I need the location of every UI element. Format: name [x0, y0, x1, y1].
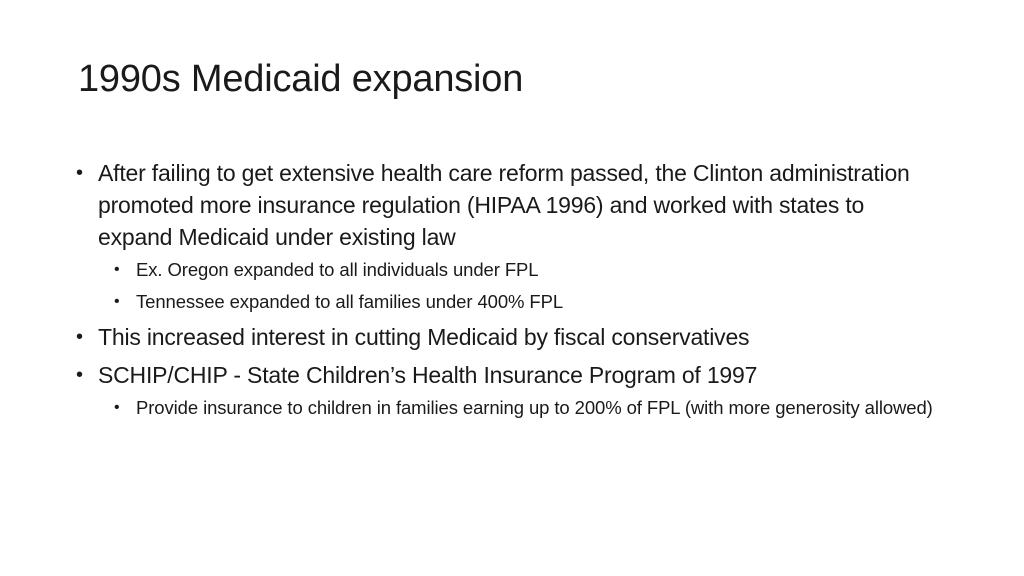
bullet-dot-icon: •	[76, 326, 83, 348]
bullet-text: SCHIP/CHIP - State Children’s Health Insurance Program of 1997	[98, 362, 758, 388]
sub-bullet-list	[98, 257, 936, 315]
bullet-dot-icon: •	[76, 162, 83, 184]
bullet-text: This increased interest in cutting Medicaid by fiscal conservatives	[98, 324, 750, 350]
sub-bullet-text: Provide insurance to children in families earning up to 200% of FPL (with more generosity allowed)	[136, 397, 933, 418]
bullet-item	[76, 321, 936, 353]
bullet-text: After failing to get extensive health care reform passed, the Clinton administration promoted more insurance regulation (HIPAA 1996) and worked with states to expand Medicaid under existing law	[98, 160, 910, 250]
sub-bullet-item	[114, 395, 936, 421]
sub-bullet-text: Ex. Oregon expanded to all individuals under FPL	[136, 259, 539, 280]
sub-bullet-text: Tennessee expanded to all families under 400% FPL	[136, 291, 564, 312]
bullet-list	[76, 157, 936, 421]
sub-bullet-item	[114, 257, 936, 283]
bullet-item	[76, 157, 936, 315]
slide-title: 1990s Medicaid expansion	[78, 58, 524, 100]
bullet-dot-icon: •	[76, 364, 83, 386]
bullet-dot-icon: •	[114, 261, 120, 278]
sub-bullet-item	[114, 289, 936, 315]
bullet-item	[76, 359, 936, 421]
sub-bullet-list	[98, 395, 936, 421]
bullet-dot-icon: •	[114, 399, 120, 416]
slide-content	[76, 157, 936, 427]
bullet-dot-icon: •	[114, 293, 120, 310]
